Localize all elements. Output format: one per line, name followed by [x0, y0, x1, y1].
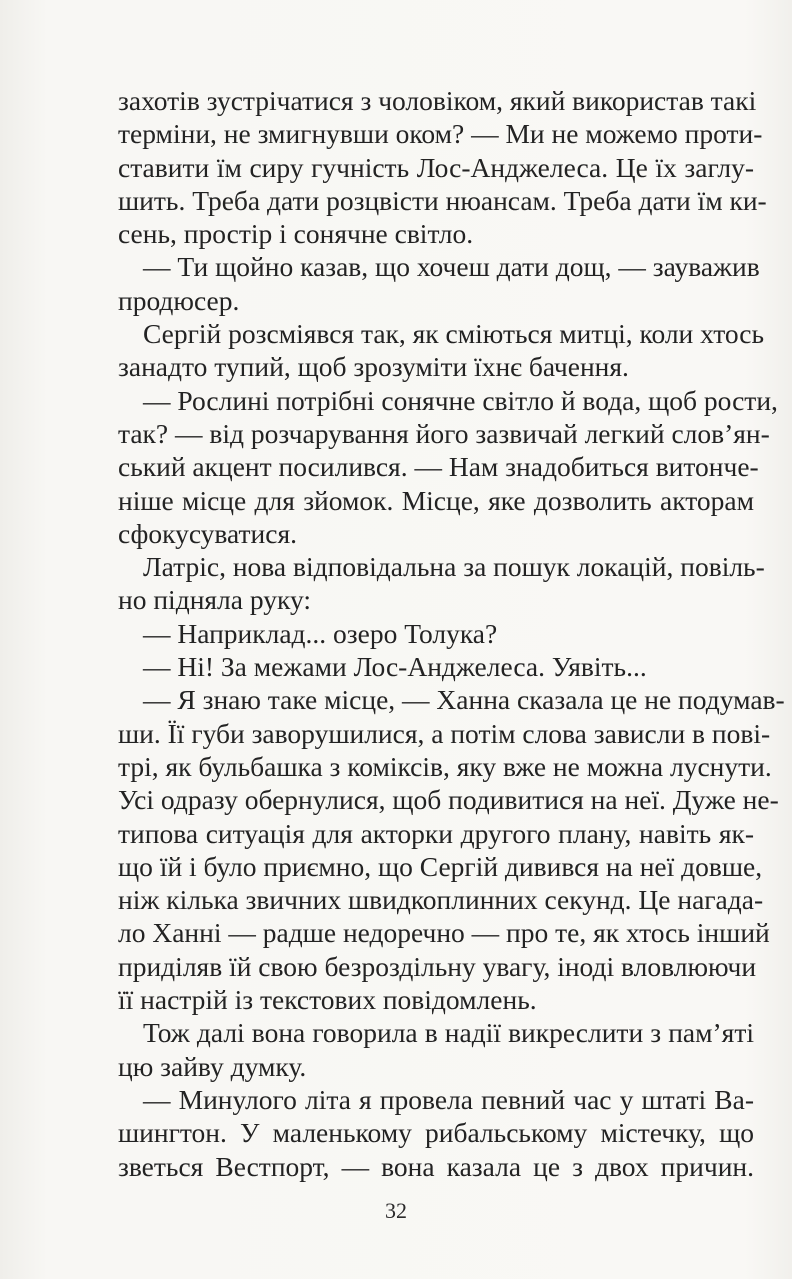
text-line: ши. Її губи заворушилися, а потім слова зависли в пові-: [118, 717, 771, 749]
text-line: но підняла руку:: [118, 584, 311, 616]
text-line: Тож далі вона говорила в надії викреслити з пам’яті: [143, 1017, 754, 1049]
text-line: зветься Вестпорт, — вона казала це з двох причин.: [118, 1150, 754, 1182]
text-line: цю зайву думку.: [118, 1050, 307, 1082]
text-line: продюсер.: [118, 284, 240, 316]
text-line: її настрій із текстових повідомлень.: [118, 984, 537, 1016]
text-line: — Минулого літа я провела певний час у штаті Ва-: [143, 1083, 754, 1115]
text-line: Усі одразу обернулися, щоб подивитися на неї. Дуже не-: [118, 784, 779, 816]
text-line: — Ні! За межами Лос-Анджелеса. Уявіть...: [143, 651, 647, 683]
text-line: ло Ханні — радше недоречно — про те, як хтось інший: [118, 917, 770, 949]
body-text: [118, 84, 785, 1183]
text-line: типова ситуація для акторки другого плану, навіть як-: [118, 817, 754, 849]
text-line: — Ти щойно казав, що хочеш дати дощ, — зауважив: [143, 251, 760, 283]
page-number: 32: [385, 1198, 407, 1223]
text-line: шингтон. У маленькому рибальському містечку, що: [118, 1117, 754, 1149]
text-line: ський акцент посилився. — Нам знадобиться витонче-: [118, 451, 759, 483]
text-line: — Я знаю таке місце, — Ханна сказала це не подумав-: [143, 684, 785, 716]
text-line: трі, як бульбашка з коміксів, яку вже не можна луснути.: [118, 750, 772, 782]
text-line: шить. Треба дати розцвісти нюансам. Треба дати їм ки-: [118, 184, 767, 216]
text-line: Сергій розсміявся так, як сміються митці, коли хтось: [143, 318, 765, 350]
text-line: приділяв їй свою безроздільну увагу, іноді вловлюючи: [118, 950, 757, 982]
text-line: терміни, не змигнувши оком? — Ми не можемо проти-: [118, 118, 763, 150]
text-line: так? — від розчарування його зазвичай легкий слов’ян-: [118, 417, 770, 449]
text-line: сень, простір і сонячне світло.: [118, 218, 474, 250]
text-line: ставити їм сиру гучність Лос-Анджелеса. Це їх заглу-: [118, 151, 754, 183]
text-line: ніж кілька звичних швидкоплинних секунд. Це нагада-: [118, 884, 764, 916]
text-line: ніше місце для зйомок. Місце, яке дозволить акторам: [118, 484, 754, 516]
text-line: Латріс, нова відповідальна за пошук локацій, повіль-: [143, 551, 765, 583]
text-line: занадто тупий, щоб зрозуміти їхнє бачення.: [118, 351, 629, 383]
text-line: захотів зустрічатися з чоловіком, який використав такі: [118, 85, 757, 116]
text-line: сфокусуватися.: [118, 517, 298, 549]
text-line: що їй і було приємно, що Сергій дивився на неї довше,: [118, 850, 763, 882]
text-line: — Рослині потрібні сонячне світло й вода, щоб рости,: [143, 384, 778, 416]
text-line: — Наприклад... озеро Толука?: [143, 617, 498, 649]
